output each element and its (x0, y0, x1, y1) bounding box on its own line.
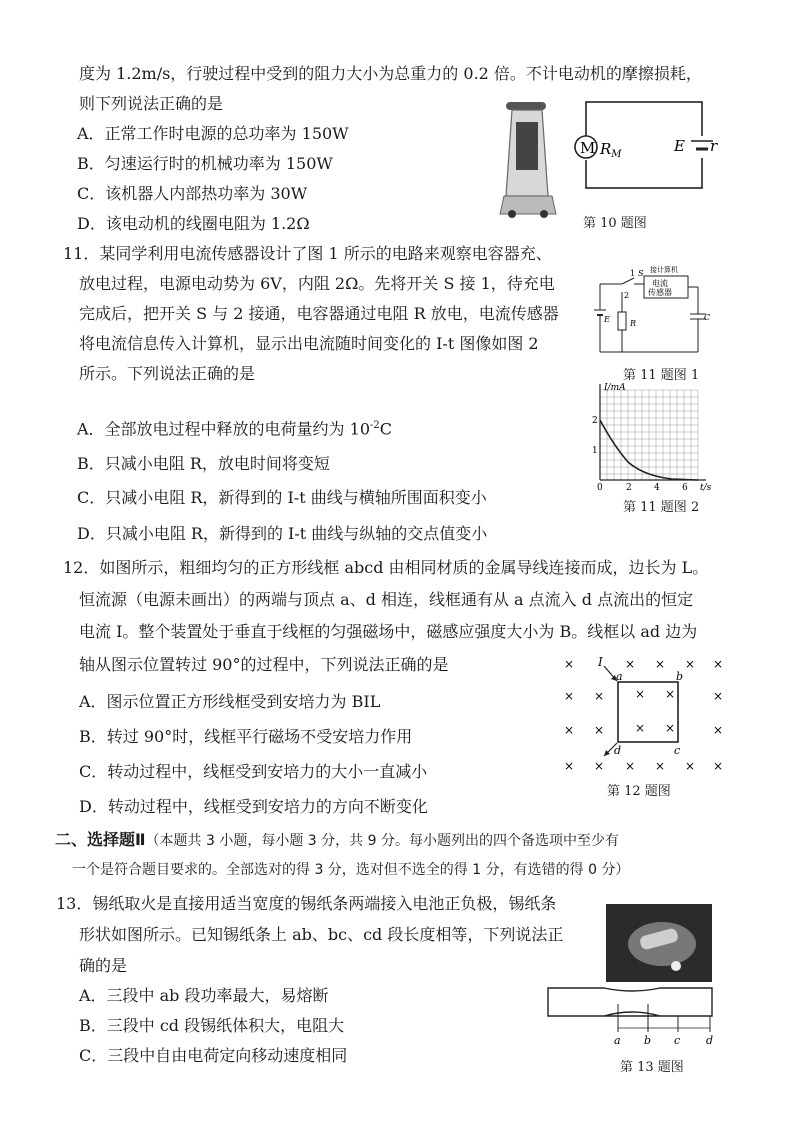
section-2-line-1: 二、选择题Ⅱ（本题共 3 小题，每小题 3 分，共 9 分。每小题列出的四个备选项中至少有 (55, 830, 619, 849)
battery-label: E (604, 315, 610, 324)
point-c: c (674, 1034, 681, 1047)
svg-text:×: × (655, 657, 666, 671)
q11-it-graph (588, 380, 716, 494)
vertex-c: c (674, 744, 681, 757)
svg-text:×: × (685, 759, 696, 773)
tinfoil-strip (548, 988, 712, 1016)
q10-circuit-figure (570, 100, 718, 192)
q10-option-a: A．正常工作时电源的总功率为 150W (77, 124, 349, 143)
q12-stem-line-1: 12．如图所示，粗细均匀的正方形线框 abcd 由相同材质的金属导线连接而成，边长为 L。 (63, 558, 709, 577)
svg-text:×: × (635, 687, 646, 701)
robot-photo (498, 96, 564, 220)
magnetic-field-crosses (564, 657, 723, 773)
tinfoil-photo (606, 904, 712, 982)
svg-text:×: × (713, 759, 724, 773)
graph-grid (600, 390, 698, 480)
y-tick-1: 1 (592, 446, 598, 456)
q10-stem-line-2: 则下列说法正确的是 (79, 94, 224, 113)
vertex-a: a (616, 670, 623, 683)
q11-stem-line-2: 放电过程，电源电动势为 6V，内阻 2Ω。先将开关 S 接 1，待充电 (79, 274, 555, 293)
q11-caption-2: 第 11 题图 2 (623, 500, 700, 515)
switch-pos-1: 1 (630, 269, 636, 278)
sensor-label-1: 电流 (652, 279, 668, 288)
q12-stem-line-3: 电流 I。整个装置处于垂直于线框的匀强磁场中，磁感应强度大小为 B。线框以 ad 边为 (79, 622, 698, 641)
svg-text:×: × (594, 723, 605, 737)
q13-stem-line-2: 形状如图所示。已知锡纸条上 ab、bc、cd 段长度相等，下列说法正 (79, 925, 564, 944)
svg-text:×: × (713, 723, 724, 737)
q13-option-a: A．三段中 ab 段功率最大，易熔断 (79, 986, 329, 1005)
switch-label: S (638, 269, 644, 278)
svg-text:×: × (564, 689, 575, 703)
q11-option-d: D．只减小电阻 R，新得到的 I-t 曲线与纵轴的交点值变小 (77, 524, 488, 543)
q12-field-figure (560, 652, 726, 776)
q10-option-c: C．该机器人内部热功率为 30W (77, 184, 308, 203)
q10-option-d: D．该电动机的线圈电阻为 1.2Ω (77, 214, 310, 233)
q12-caption: 第 12 题图 (607, 784, 671, 799)
x-tick-2: 2 (626, 483, 632, 493)
switch-pos-2: 2 (624, 291, 630, 300)
svg-text:×: × (564, 759, 575, 773)
svg-text:×: × (665, 687, 676, 701)
q12-option-a: A．图示位置正方形线框受到安培力为 BIL (79, 692, 381, 711)
point-d: d (706, 1034, 714, 1047)
q10-option-b: B．匀速运行时的机械功率为 150W (77, 154, 333, 173)
q12-option-c: C．转动过程中，线框受到安培力的大小一直减小 (79, 762, 428, 781)
q12-stem-line-2: 恒流源（电源未画出）的两端与顶点 a、d 相连，线框通有从 a 点流入 d 点流出的恒定 (79, 590, 694, 609)
vertex-b: b (676, 670, 684, 683)
q11-stem-line-3: 完成后，把开关 S 与 2 接通，电容器通过电阻 R 放电，电流传感器 (79, 304, 559, 323)
q12-option-d: D．转动过程中，线框受到安培力的方向不断变化 (79, 797, 428, 816)
point-b: b (644, 1034, 652, 1047)
q13-stem-line-3: 确的是 (79, 956, 128, 975)
motor-label: M (580, 139, 596, 157)
q11-circuit-figure (592, 264, 716, 358)
svg-text:×: × (625, 759, 636, 773)
x-tick-6: 6 (682, 483, 688, 493)
q11-option-a: A．全部放电过程中释放的电荷量约为 $10^{-2}C$ (77, 419, 393, 439)
internal-r-label: r (710, 137, 718, 155)
svg-text:×: × (665, 721, 676, 735)
q10-caption: 第 10 题图 (583, 216, 647, 231)
q11-caption-1: 第 11 题图 1 (623, 368, 700, 383)
q12-option-b: B．转过 90°时，线框平行磁场不受安培力作用 (79, 727, 413, 746)
svg-text:×: × (594, 759, 605, 773)
rm-label: $R_M$ (600, 140, 622, 160)
q13-option-c: C．三段中自由电荷定向移动速度相同 (79, 1046, 348, 1065)
computer-label: 接计算机 (650, 266, 678, 274)
q13-strip-figure (542, 984, 722, 1046)
point-a: a (614, 1034, 621, 1047)
sensor-label-2: 传感器 (648, 288, 672, 297)
svg-text:×: × (685, 657, 696, 671)
svg-text:×: × (594, 689, 605, 703)
y-tick-2: 2 (592, 416, 598, 426)
y-axis-label: I/mA (604, 383, 626, 393)
svg-text:×: × (625, 657, 636, 671)
q11-stem-line-1: 11．某同学利用电流传感器设计了图 1 所示的电路来观察电容器充、 (63, 244, 552, 263)
emf-label: E (674, 137, 685, 155)
svg-text:×: × (635, 721, 646, 735)
q11-option-c: C．只减小电阻 R，新得到的 I-t 曲线与横轴所围面积变小 (77, 488, 487, 507)
svg-text:×: × (564, 657, 575, 671)
section-2-line-2: 一个是符合题目要求的。全部选对的得 3 分，选对但不选全的得 1 分，有选错的得 0 分） (72, 862, 630, 878)
x-tick-4: 4 (654, 483, 660, 493)
q13-caption: 第 13 题图 (620, 1060, 684, 1075)
x-axis-label: t/s (700, 483, 712, 493)
svg-text:×: × (655, 759, 666, 773)
svg-text:×: × (564, 723, 575, 737)
q10-stem-line-1: 度为 1.2m/s，行驶过程中受到的阻力大小为总重力的 0.2 倍。不计电动机的摩擦损耗， (79, 64, 702, 83)
resistor-label: R (630, 319, 637, 328)
current-label: I (598, 655, 603, 669)
q11-option-b: B．只减小电阻 R，放电时间将变短 (77, 454, 330, 473)
q11-stem-line-4: 将电流信息传入计算机，显示出电流随时间变化的 I-t 图像如图 2 (79, 334, 539, 353)
vertex-d: d (614, 744, 622, 757)
x-tick-0: 0 (597, 483, 603, 493)
q12-stem-line-4: 轴从图示位置转过 90°的过程中，下列说法正确的是 (79, 655, 449, 674)
svg-text:×: × (713, 657, 724, 671)
q13-stem-line-1: 13．锡纸取火是直接用适当宽度的锡纸条两端接入电池正负极，锡纸条 (56, 894, 557, 913)
capacitor-label: C (704, 313, 711, 322)
svg-text:×: × (713, 689, 724, 703)
q13-option-b: B．三段中 cd 段锡纸体积大，电阻大 (79, 1016, 345, 1035)
q11-stem-line-5: 所示。下列说法正确的是 (79, 364, 256, 383)
